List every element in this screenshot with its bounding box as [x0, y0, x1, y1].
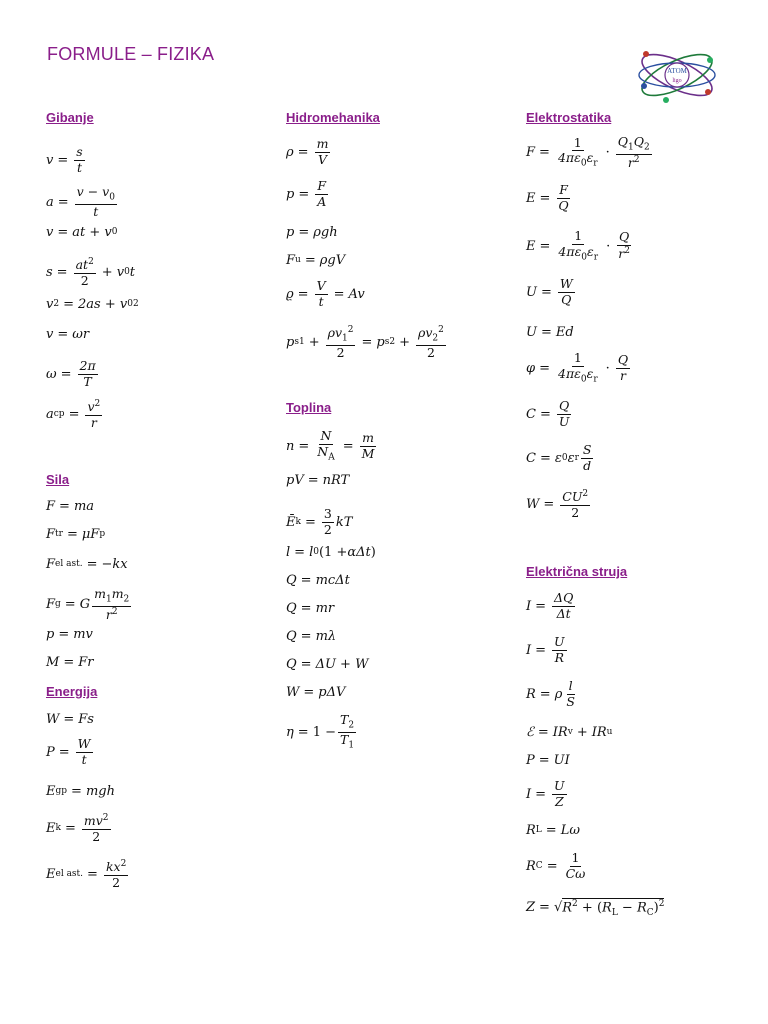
- formula: E k = $\frac{mv^2}{2}$: [46, 813, 109, 844]
- formula: I = $\frac{U}{Z}$: [526, 778, 565, 809]
- formula: F tr = μF p: [46, 527, 106, 542]
- formula: l = l 0 (1 + αΔt ): [286, 545, 376, 560]
- formula: R = ρ $\frac{l}{S}$: [526, 678, 575, 709]
- formula: p = ρgh: [286, 225, 338, 240]
- formula: φ = $\frac{1}{4\pi\varepsilon_0\varepsilon_r}$ · $\frac{Q}{r}$: [526, 350, 629, 384]
- heading-elektrostatika: Elektrostatika: [526, 110, 612, 125]
- formula: Q = mcΔt: [286, 573, 350, 588]
- formula: R L = Lω: [526, 823, 580, 838]
- formula: n = $\frac{N}{N_A}$ = $\frac{m}{M}$: [286, 428, 375, 462]
- formula: W = Fs: [46, 712, 94, 727]
- formula: pV = nRT: [286, 473, 350, 488]
- logo-subtext: ligo: [672, 78, 682, 84]
- formula: U = $\frac{W}{Q}$: [526, 276, 573, 307]
- formula: U = Ed: [526, 325, 574, 340]
- formula: W = $\frac{CU^2}{2}$: [526, 489, 589, 520]
- formula: v = ωr: [46, 327, 90, 342]
- formula: v 2 = 2as + v 0 2: [46, 297, 139, 312]
- formula: v = $\frac{s}{t}$: [46, 144, 83, 175]
- formula: Z = √ $R^2 + (R_L - R_C)^2$: [526, 899, 665, 918]
- formula: P = $\frac{W}{t}$: [46, 736, 91, 767]
- formula: a cp = $\frac{v^2}{r}$: [46, 399, 101, 430]
- formula: p = mv: [46, 627, 93, 642]
- formula: E gp = mgh: [46, 784, 115, 799]
- formula: I = $\frac{\Delta Q}{\Delta t}$: [526, 590, 574, 621]
- formula: E = $\frac{1}{4\pi\varepsilon_0\varepsilon_r}$ · $\frac{Q}{r^2}$: [526, 228, 630, 262]
- formula: F g = G $\frac{m_1m_2}{r^2}$: [46, 586, 130, 622]
- formula: ω = $\frac{2\pi}{T}$: [46, 358, 96, 389]
- heading-energija: Energija: [46, 684, 98, 699]
- heading-toplina: Toplina: [286, 400, 332, 415]
- formula: F u = ρgV: [286, 253, 346, 268]
- formula: s = $\frac{at^2}{2}$ + v 0 t: [46, 257, 136, 288]
- formula: Ē k = $\frac{3}{2}$ kT: [286, 506, 353, 537]
- atom-logo: [636, 42, 718, 108]
- formula: η = 1 − $\frac{T_2}{T_1}$: [286, 712, 355, 750]
- formula: M = Fr: [46, 655, 94, 670]
- formula: F = ma: [46, 499, 95, 514]
- heading-gibanje: Gibanje: [46, 110, 94, 125]
- formula: ℰ = IR v + IR u: [526, 725, 613, 740]
- formula: C = $\frac{Q}{U}$: [526, 398, 570, 429]
- page-title: FORMULE – FIZIKA: [47, 44, 215, 64]
- heading-elektricna-struja: Električna struja: [526, 564, 628, 579]
- formula: R C = $\frac{1}{C\omega}$: [526, 850, 586, 881]
- formula: E el ast. = $\frac{kx^2}{2}$: [46, 859, 127, 890]
- formula: F el ast. = −kx: [46, 557, 128, 572]
- formula: a = $\frac{v - v_0}{t}$: [46, 184, 115, 219]
- formula: v = at + v 0: [46, 225, 118, 240]
- formula: Q = mλ: [286, 629, 337, 644]
- formula: p s1 + $\frac{\rho v_1^2}{2}$ = p s2 + $\frac{\rho v_2^2}{2}$: [286, 325, 444, 360]
- formula: E = $\frac{F}{Q}$: [526, 182, 569, 213]
- formula: ρ = $\frac{m}{V}$: [286, 136, 329, 167]
- heading-sila: Sila: [46, 472, 70, 487]
- formula: ϱ = $\frac{V}{t}$ = Av: [286, 278, 365, 309]
- formula: F = $\frac{1}{4\pi\varepsilon_0\varepsilon_r}$ · $\frac{Q_1Q_2}{r^2}$: [526, 134, 650, 170]
- formula: I = $\frac{U}{R}$: [526, 634, 565, 665]
- formula: C = ε 0 ε r $\frac{S}{d}$: [526, 442, 592, 473]
- formula: W = pΔV: [286, 685, 346, 700]
- formula: Q = ΔU + W: [286, 657, 369, 672]
- logo-text: ATOM: [667, 67, 687, 75]
- heading-hidromehanika: Hidromehanika: [286, 110, 380, 125]
- formula: P = UI: [526, 753, 570, 768]
- formula: p = $\frac{F}{A}$: [286, 178, 327, 209]
- formula: Q = mr: [286, 601, 335, 616]
